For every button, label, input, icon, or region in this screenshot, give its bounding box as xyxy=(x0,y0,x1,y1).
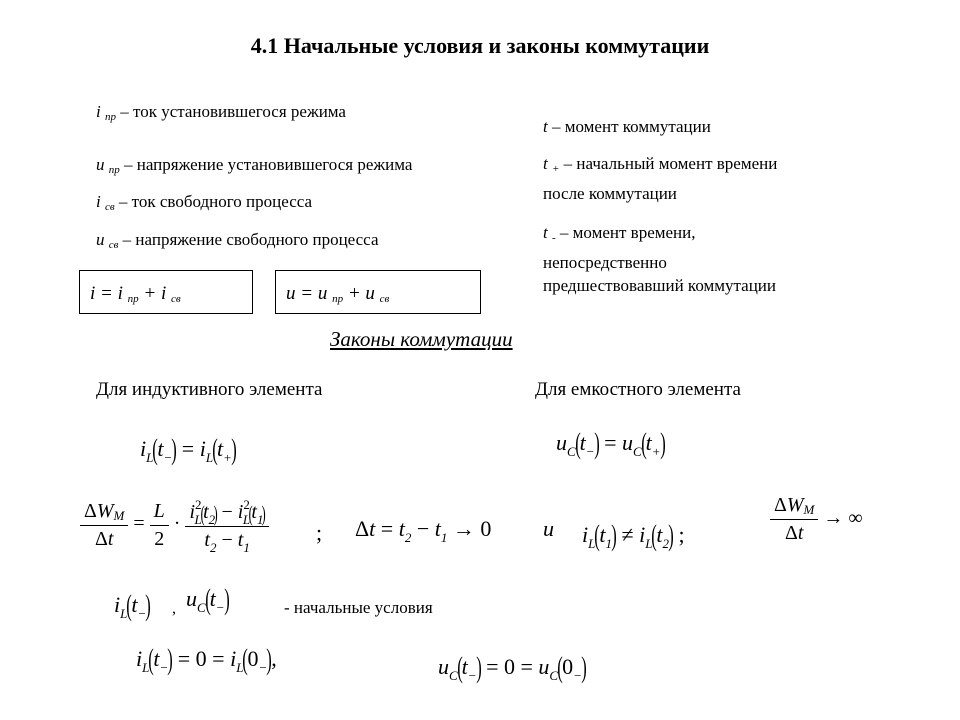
equation-delta-t: $\Delta t = t_2 - t_1 \to 0$ xyxy=(355,516,492,545)
equation-il-zero: $i_L(t_-) = 0 = i_L(0_-)$, xyxy=(136,643,277,676)
def-i-sv: i св – ток свободного процесса xyxy=(96,192,313,213)
equation-energy-rate: $\frac{\text{ΔWМ}}{\Delta t}$ = $\frac{L}{2}$ · $\frac{i^2_L(t_2) - i^2_L(t_1)}{t_2 - t_1}$ xyxy=(80,498,269,552)
initial-conditions-label: - начальные условия xyxy=(284,598,433,617)
comma: , xyxy=(172,600,176,617)
formula-box-current: i = i пр + i св xyxy=(79,270,253,314)
def-u-pr: u пр – напряжение установившегося режима xyxy=(96,155,413,176)
page-title: 4.1 Начальные условия и законы коммутации xyxy=(250,33,710,58)
formula-box-voltage: u = u пр + u св xyxy=(275,270,481,314)
def-t-minus: t - – момент времени, xyxy=(543,223,696,244)
def-t-plus: t + – начальный момент времени xyxy=(543,154,778,175)
capacitive-label: Для емкостного элемента xyxy=(535,379,741,400)
def-t-minus-line2: непосредственно xyxy=(543,253,667,272)
def-u-sv: u св – напряжение свободного процесса xyxy=(96,230,379,251)
laws-header: Законы коммутации xyxy=(330,327,513,351)
def-t-minus-line3: предшествовавший коммутации xyxy=(543,276,776,295)
equation-il-t-minus: $i_L(t_-)$ xyxy=(114,589,152,622)
equation-uc-zero: $u_C(t_-) = 0 = u_C(0_-)$ xyxy=(438,651,587,684)
equation-capacitive-law: $u_C(t_-) = u_C(t_+)$ xyxy=(556,427,666,460)
equation-uc-t-minus: $u_C(t_-)$ xyxy=(186,583,230,616)
def-t: t – момент коммутации xyxy=(543,117,711,136)
equation-inductive-law: $i_L(t_-) = i_L(t_+)$ xyxy=(140,433,237,466)
inductive-label: Для индуктивного элемента xyxy=(96,379,323,400)
and-word: и xyxy=(543,516,554,541)
equation-energy-infinity: $\frac{\text{ΔWМ}}{\Delta t}$ → ∞ xyxy=(770,494,863,545)
def-i-pr: i пр – ток установившегося режима xyxy=(96,102,346,123)
semicolon-1: ; xyxy=(316,520,323,545)
def-t-plus-line2: после коммутации xyxy=(543,184,677,203)
equation-currents-not-equal: $i_L(t_1) \ne i_L(t_2)$ ; xyxy=(582,519,685,552)
